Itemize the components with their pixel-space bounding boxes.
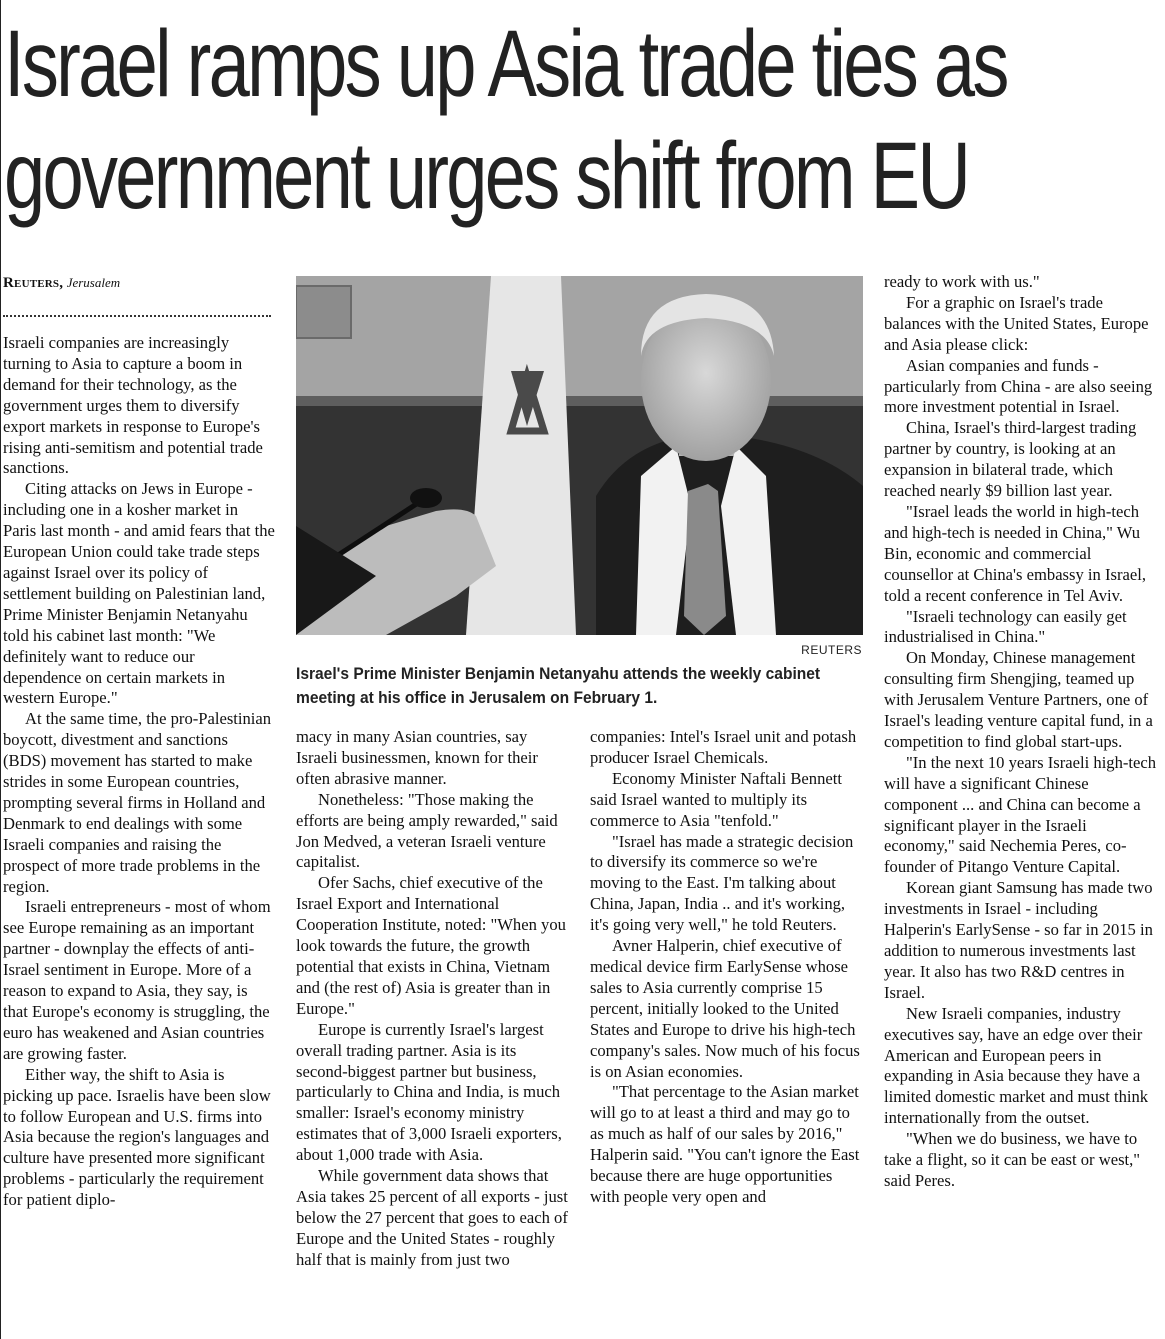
paragraph: "Israeli technology can easily get industrialised in China." [884,606,1127,647]
headline-line-1: Israel ramps up Asia trade ties as [4,11,1007,117]
page-left-rule [0,0,1,1339]
paragraph: On Monday, Chinese management consulting firm Shengjing, teamed up with Jerusalem Venture Partners, one of Israel's leading venture capital fund, in a competition to find global start-ups. [884,648,1153,751]
paragraph: At the same time, the pro-Palestinian boycott, divestment and sanctions (BDS) movement has started to make strides in some European countries, prompting several firms in Holland and Denmark to end dealings with some Israeli companies and raising the prospect of more trade problems in the region. [3,709,272,896]
headline [4,8,1158,232]
paragraph: Either way, the shift to Asia is picking up pace. Israelis have been slow to follow European and U.S. firms into Asia because the region's languages and culture have presented more significant problems - particularly the requirement for patient diplo- [3,1064,271,1210]
paragraph: "Israel has made a strategic decision to diversify its commerce so we're moving to the East. I'm talking about China, Japan, India .. and it's working, it's going very well," he told Reuters. [590,831,854,935]
paragraph: macy in many Asian countries, say Israeli businessmen, known for their often abrasive manner. [296,727,538,788]
article-column-1 [3,333,275,1339]
byline-agency: Reuters, [3,275,64,291]
paragraph: Ofer Sachs, chief executive of the Israel Export and International Cooperation Institute, noted: "When you look towards the future, the growth potential that exists in China, Vietnam and (the rest of) Asia is greater than in Europe." [296,873,566,1018]
photo-credit: REUTERS [801,643,862,657]
paragraph: Nonetheless: "Those making the efforts are being amply rewarded," said Jon Medved, a veteran Israeli venture capitalist. [296,789,558,872]
byline-divider [3,315,271,317]
paragraph: China, Israel's third-largest trading partner by country, is looking at an expansion in bilateral trade, which reached nearly $9 billion last year. [884,418,1137,501]
paragraph: Europe is currently Israel's largest overall trading partner. Asia is its second-biggest partner but business, particularly to China and India, is much smaller: Israel's economy ministry estimates that of 3,000 Israeli exporters, about 1,000 trade with Asia. [296,1019,562,1165]
paragraph: Israeli entrepreneurs - most of whom see Europe remaining as an important partner - downplay the effects of anti-Israel sentiment in Europe. More of a reason to expand to Asia, they say, is that Europe's economy is struggling, the euro has weakened and Asian countries are growing faster. [3,897,271,1063]
headline-line-2: government urges shift from EU [4,123,969,229]
paragraph: companies: Intel's Israel unit and potash producer Israel Chemicals. [590,727,857,767]
paragraph: While government data shows that Asia takes 25 percent of all exports - just below the 27 percent that goes to each of Europe and the United States - roughly half that is mainly from just two [296,1166,568,1269]
paragraph: ready to work with us." [884,272,1040,291]
byline-location: Jerusalem [66,275,121,290]
paragraph: For a graphic on Israel's trade balances with the United States, Europe and Asia please click: [884,292,1149,354]
paragraph: Asian companies and funds - particularly from China - are also seeing more investment potential in Israel. [884,355,1153,417]
paragraph: New Israeli companies, industry executives say, have an edge over their American and European peers in expanding in Asia because they have a limited domestic market and must think internationally from the outset. [884,1003,1149,1128]
paragraph: Avner Halperin, chief executive of medical device firm EarlySense whose sales to Asia currently comprise 15 percent, initially looked to the United States and Europe to drive his high-tech company's sales. Now much of his focus is on Asian economies. [590,936,860,1081]
paragraph: "In the next 10 years Israeli high-tech will have a significant Chinese component ... and China can become a significant player in the Israeli economy," said Nechemia Peres, co-founder of Pitango Venture Capital. [884,752,1157,877]
article-column-4 [884,272,1160,1339]
photo-icon [296,276,863,635]
paragraph: Citing attacks on Jews in Europe - including one in a kosher market in Paris last month - and amid fears that the European Union could take trade steps against Israel over its policy of settlement building on Palestinian land, Prime Minister Benjamin Netanyahu told his cabinet last month: "We definitely want to reduce our dependence on certain markets in western Europe." [3,479,275,708]
byline [3,275,275,292]
paragraph: "Israel leads the world in high-tech and high-tech is needed in China," Wu Bin, economic and commercial counsellor at China's embassy in Israel, told a recent conference in Tel Aviv. [884,501,1146,605]
photo-caption: Israel's Prime Minister Benjamin Netanyahu attends the weekly cabinet meeting at his office in Jerusalem on February 1. [296,664,821,707]
paragraph: "That percentage to the Asian market will go to at least a third and may go to as much as half of our sales by 2016," Halperin said. "You can't ignore the East because there are huge opportunities with people very open and [590,1082,860,1206]
paragraph: "When we do business, we have to take a flight, so it can be east or west," said Peres. [884,1129,1141,1190]
article-column-3 [590,727,864,1339]
paragraph: Israeli companies are increasingly turning to Asia to capture a boom in demand for their technology, as the government urges them to diversify export markets in response to Europe's rising anti-semitism and potential trade sanctions. [3,333,263,478]
article-column-2 [296,727,570,1339]
news-photo [296,276,863,635]
paragraph: Economy Minister Naftali Bennett said Israel wanted to multiply its commerce to Asia "tenfold." [590,768,842,830]
paragraph: Korean giant Samsung has made two investments in Israel - including Halperin's EarlySense - so far in 2015 in addition to numerous investments last year. It also has two R&D centres in Israel. [884,878,1153,1002]
